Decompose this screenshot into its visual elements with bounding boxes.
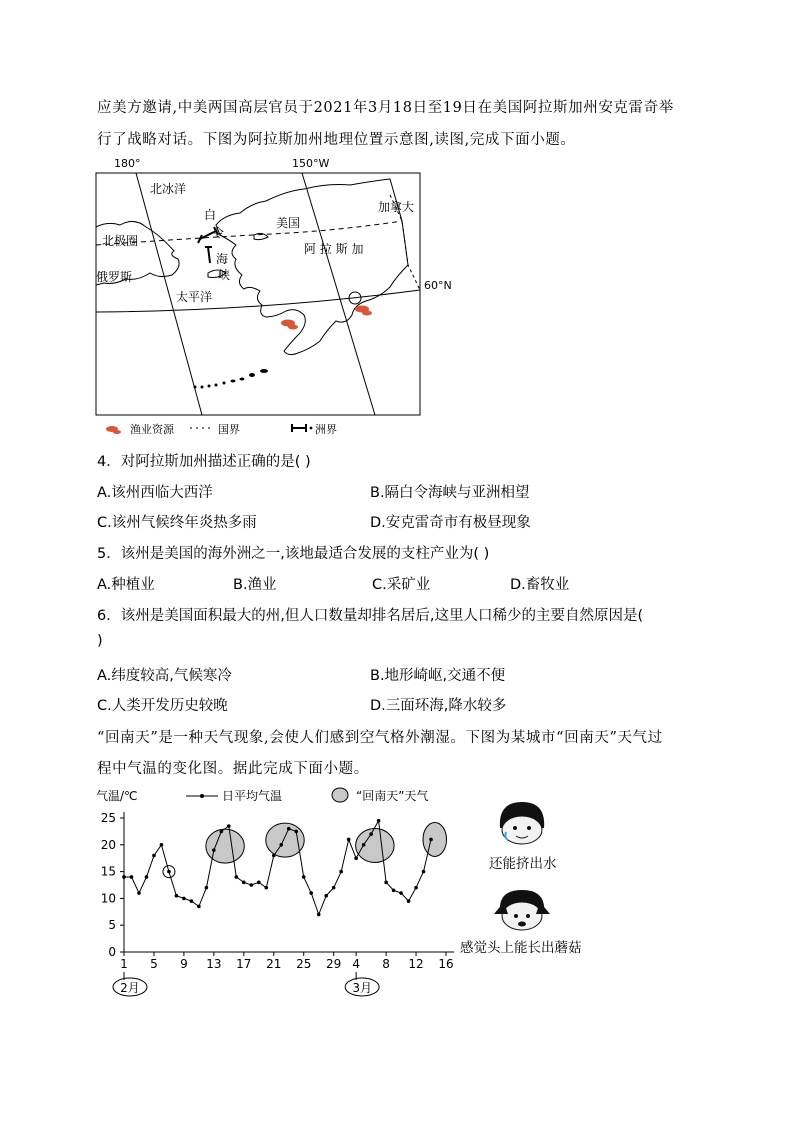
temperature-point bbox=[399, 891, 403, 895]
russia-label: 俄罗斯 bbox=[96, 270, 133, 284]
temperature-point bbox=[205, 886, 209, 890]
q4-option-b: B.隔白令海峡与亚洲相望 bbox=[370, 485, 530, 501]
temperature-point bbox=[160, 843, 164, 847]
x-tick-label: 16 bbox=[438, 957, 454, 971]
passage2-line2: 程中气温的变化图。据此完成下面小题。 bbox=[97, 761, 369, 777]
temperature-point bbox=[167, 870, 171, 874]
temperature-point bbox=[309, 891, 313, 895]
temperature-point bbox=[145, 875, 149, 879]
meridian-150w bbox=[302, 173, 375, 415]
lon-180-label: 180° bbox=[114, 157, 141, 170]
temperature-point bbox=[279, 843, 283, 847]
y-tick-label: 15 bbox=[100, 864, 116, 879]
temperature-point bbox=[317, 913, 321, 917]
temperature-point bbox=[392, 889, 396, 893]
x-tick-label: 25 bbox=[296, 957, 312, 971]
x-tick-label: 4 bbox=[352, 957, 360, 971]
svg-text:渔业资源: 渔业资源 bbox=[130, 423, 174, 436]
temperature-point bbox=[429, 838, 433, 842]
canada-label: 加拿大 bbox=[378, 200, 415, 214]
q5-option-d: D.畜牧业 bbox=[510, 577, 570, 593]
y-tick-label: 5 bbox=[108, 918, 116, 933]
temperature-point bbox=[294, 830, 298, 834]
q5-option-c: C.采矿业 bbox=[372, 577, 431, 593]
temperature-point bbox=[362, 843, 366, 847]
q4-option-c: C.该州气候终年炎热多雨 bbox=[97, 515, 257, 531]
temperature-point bbox=[137, 891, 141, 895]
svg-text:国界: 国界 bbox=[218, 423, 240, 436]
passage1-line1: 应美方邀请,中美两国高层官员于2021年3月18日至19日在美国阿拉斯加州安克雷奇举 bbox=[97, 100, 674, 116]
temperature-point bbox=[235, 875, 239, 879]
temperature-point bbox=[190, 899, 194, 903]
arctic-ocean-label: 北冰洋 bbox=[150, 182, 187, 196]
usa-label: 美国 bbox=[276, 216, 301, 230]
passage2-line1: “回南天”是一种天气现象,会使人们感到空气格外潮湿。下图为某城市“回南天”天气过 bbox=[97, 730, 663, 746]
alaska-label: 阿 拉 斯 加 bbox=[304, 242, 364, 256]
legend-line-label: 日平均气温 bbox=[222, 789, 283, 803]
temperature-point bbox=[332, 886, 336, 890]
strait-char-1: 白 bbox=[204, 208, 217, 222]
temperature-point bbox=[302, 875, 306, 879]
x-tick-label: 12 bbox=[408, 957, 424, 971]
temperature-point bbox=[414, 886, 418, 890]
svg-text:洲界: 洲界 bbox=[315, 423, 337, 436]
temperature-point bbox=[347, 838, 351, 842]
question-6-stem-cont: ) bbox=[97, 633, 103, 649]
lon-150w-label: 150°W bbox=[292, 157, 330, 170]
alaska-map bbox=[90, 155, 470, 445]
lat-60n-label: 60°N bbox=[424, 279, 452, 292]
q4-option-d: D.安克雷奇市有极昼现象 bbox=[370, 515, 531, 531]
x-tick-label: 1 bbox=[120, 957, 128, 971]
temperature-point bbox=[384, 881, 388, 885]
temperature-point bbox=[182, 897, 186, 901]
month-label: 2月 bbox=[120, 981, 140, 995]
hui-nan-tian-oval bbox=[206, 829, 244, 863]
temperature-point bbox=[339, 870, 343, 874]
q5-option-a: A.种植业 bbox=[97, 577, 155, 593]
chart-legend bbox=[186, 788, 428, 803]
x-tick-label: 17 bbox=[236, 957, 252, 971]
temperature-point bbox=[212, 848, 216, 852]
pacific-label: 太平洋 bbox=[176, 290, 213, 304]
q6-option-a: A.纬度较高,气候寒冷 bbox=[97, 668, 232, 684]
x-tick-label: 29 bbox=[326, 957, 342, 971]
aleutian-islands bbox=[194, 369, 269, 389]
question-4-stem: 4．对阿拉斯加州描述正确的是( ) bbox=[97, 454, 311, 470]
q6-option-b: B.地形崎岖,交通不便 bbox=[370, 668, 506, 684]
q6-option-d: D.三面环海,降水较多 bbox=[370, 698, 507, 714]
temperature-point bbox=[422, 870, 426, 874]
temperature-point bbox=[264, 886, 268, 890]
mushroom-face-icon bbox=[490, 884, 554, 934]
temperature-point bbox=[287, 827, 291, 831]
y-tick-label: 0 bbox=[108, 945, 116, 959]
temperature-point bbox=[220, 830, 224, 834]
sweating-face-icon bbox=[492, 798, 552, 848]
y-tick-label: 10 bbox=[100, 891, 116, 906]
temperature-point bbox=[257, 881, 261, 885]
temperature-point bbox=[354, 856, 358, 860]
fishery-icon bbox=[281, 306, 372, 330]
arctic-circle-label: 北极圈 bbox=[102, 234, 139, 248]
x-tick-label: 21 bbox=[266, 957, 282, 971]
chart-ylabel: 气温/℃ bbox=[96, 789, 138, 803]
temperature-point bbox=[272, 854, 276, 858]
hui-nan-tian-oval bbox=[356, 828, 394, 862]
x-tick-label: 9 bbox=[180, 957, 188, 971]
hui-nan-tian-oval bbox=[266, 823, 304, 857]
month-label: 3月 bbox=[352, 981, 372, 995]
temperature-point bbox=[197, 905, 201, 909]
temperature-point bbox=[175, 894, 179, 898]
temperature-point bbox=[242, 881, 246, 885]
x-tick-label: 13 bbox=[206, 957, 222, 971]
question-6-stem: 6．该州是美国面积最大的州,但人口数量却排名居后,这里人口稀少的主要自然原因是( bbox=[97, 608, 644, 624]
map-legend bbox=[106, 422, 337, 436]
x-tick-label: 8 bbox=[382, 957, 390, 971]
temperature-point bbox=[369, 832, 373, 836]
temperature-point bbox=[152, 854, 156, 858]
hui-nan-tian-oval bbox=[423, 822, 446, 856]
strait-char-3: 海 bbox=[216, 252, 229, 266]
x-tick-label: 5 bbox=[150, 957, 158, 971]
q5-option-b: B.渔业 bbox=[233, 577, 277, 593]
temperature-point bbox=[250, 883, 254, 887]
question-5-stem: 5．该州是美国的海外洲之一,该地最适合发展的支柱产业为( ) bbox=[97, 546, 490, 562]
temperature-point bbox=[130, 875, 134, 879]
passage1-line2: 行了战略对话。下图为阿拉斯加州地理位置示意图,读图,完成下面小题。 bbox=[97, 132, 576, 148]
q4-option-a: A.该州西临大西洋 bbox=[97, 485, 213, 501]
temperature-point bbox=[407, 899, 411, 903]
temperature-point bbox=[122, 875, 126, 879]
y-tick-label: 25 bbox=[100, 811, 116, 825]
strait-char-4: 峡 bbox=[218, 268, 231, 282]
temperature-point bbox=[324, 894, 328, 898]
temperature-point bbox=[227, 824, 231, 828]
temperature-point bbox=[377, 819, 381, 823]
legend-circle-label: “回南天”天气 bbox=[356, 789, 429, 803]
q6-option-c: C.人类开发历史较晚 bbox=[97, 698, 228, 714]
y-tick-label: 20 bbox=[100, 837, 116, 852]
caption-mushroom: 感觉头上能长出蘑菇 bbox=[460, 940, 582, 956]
strait-char-2: 令 bbox=[212, 226, 225, 240]
caption-squeeze-water: 还能挤出水 bbox=[489, 856, 557, 872]
